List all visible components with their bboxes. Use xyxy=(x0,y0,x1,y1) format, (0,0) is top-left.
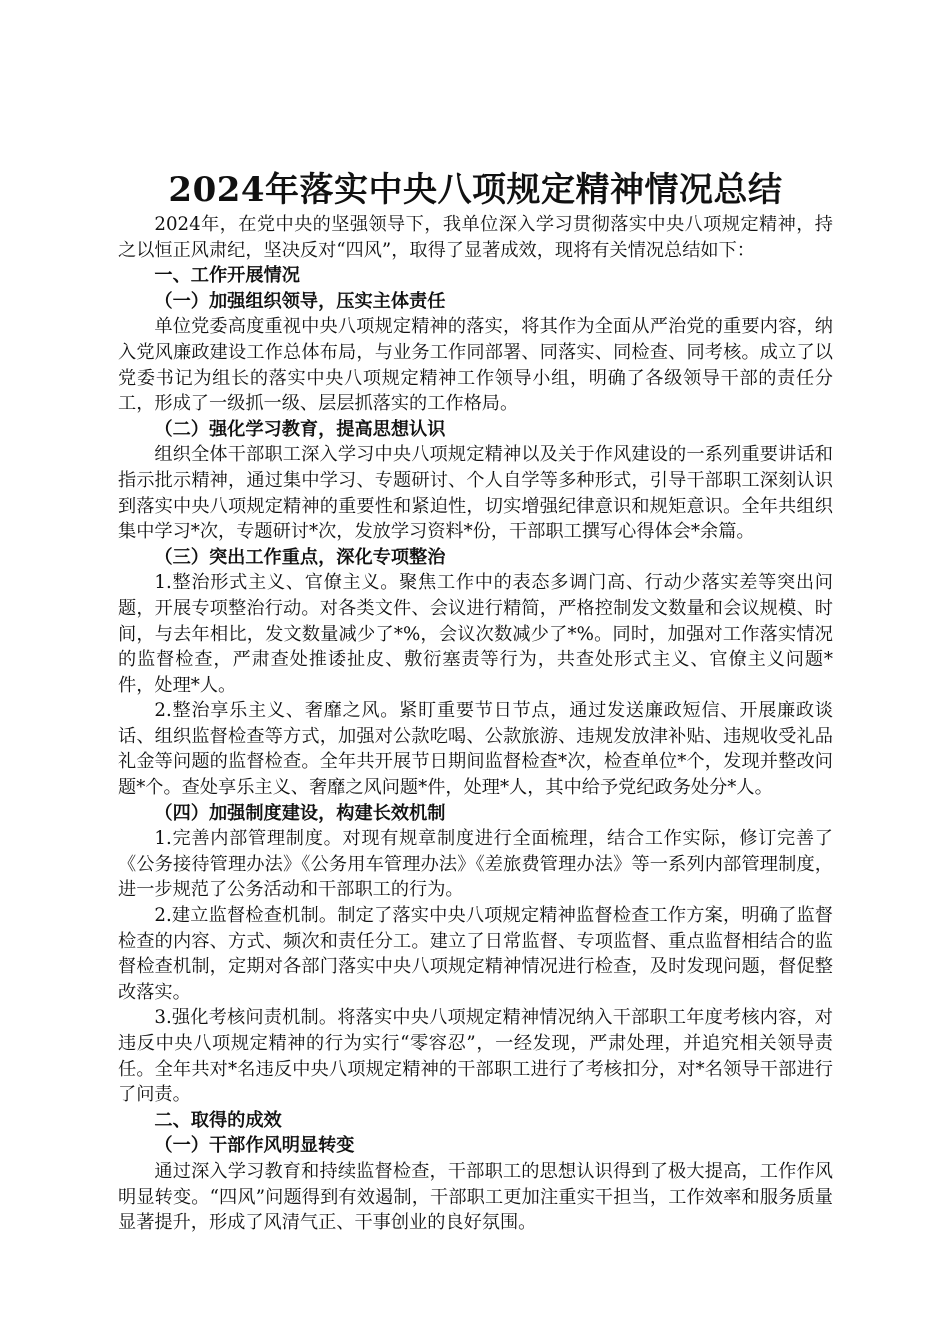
document-body xyxy=(118,212,833,1236)
section-heading: （三）突出工作重点，深化专项整治 xyxy=(154,546,446,568)
section-heading: （二）强化学习教育，提高思想认识 xyxy=(154,418,446,440)
paragraph: 2024年，在党中央的坚强领导下，我单位深入学习贯彻落实中央八项规定精神，持之以恒正风肃纪，坚决反对“四风”，取得了显著成效，现将有关情况总结如下： xyxy=(118,214,833,261)
paragraph: 3.强化考核问责机制。将落实中央八项规定精神情况纳入干部职工年度考核内容，对违反中央八项规定精神的行为实行“零容忍”，一经发现，严肃处理，并追究相关领导责任。全年共对*名违反中央八项规定精神的干部职工进行了考核扣分，对*名领导干部进行了问责。 xyxy=(118,1007,833,1106)
paragraph: 组织全体干部职工深入学习中央八项规定精神以及关于作风建设的一系列重要讲话和指示批示精神，通过集中学习、专题研讨、个人自学等多种形式，引导干部职工深刻认识到落实中央八项规定精神的重要性和紧迫性，切实增强纪律意识和规矩意识。全年共组织集中学习*次，专题研讨*次，发放学习资料*份，干部职工撰写心得体会*余篇。 xyxy=(118,444,833,543)
section-heading: 一、工作开展情况 xyxy=(154,265,300,287)
paragraph: 1.整治形式主义、官僚主义。聚焦工作中的表态多调门高、行动少落实差等突出问题，开展专项整治行动。对各类文件、会议进行精简，严格控制发文数量和会议规模、时间，与去年相比，发文数量减少了*%，会议次数减少了*%。同时，加强对工作落实情况的监督检查，严肃查处推诿扯皮、敷衍塞责等行为，共查处形式主义、官僚主义问题*件，处理*人。 xyxy=(118,572,833,696)
paragraph: 单位党委高度重视中央八项规定精神的落实，将其作为全面从严治党的重要内容，纳入党风廉政建设工作总体布局，与业务工作同部署、同落实、同检查、同考核。成立了以党委书记为组长的落实中央八项规定精神工作领导小组，明确了各级领导干部的责任分工，形成了一级抓一级、层层抓落实的工作格局。 xyxy=(118,316,833,415)
paragraph: 通过深入学习教育和持续监督检查，干部职工的思想认识得到了极大提高，工作作风明显转变。“四风”问题得到有效遏制，干部职工更加注重实干担当，工作效率和服务质量显著提升，形成了风清气正、干事创业的良好氛围。 xyxy=(118,1160,833,1234)
section-heading: 二、取得的成效 xyxy=(154,1109,282,1131)
section-heading: （一）干部作风明显转变 xyxy=(154,1135,355,1157)
document-title: 2024年落实中央八项规定精神情况总结 xyxy=(168,170,783,210)
document-page xyxy=(118,168,833,1236)
section-heading: （四）加强制度建设，构建长效机制 xyxy=(154,802,446,824)
paragraph: 2.建立监督检查机制。制定了落实中央八项规定精神监督检查工作方案，明确了监督检查的内容、方式、频次和责任分工。建立了日常监督、专项监督、重点监督相结合的监督检查机制，定期对各部门落实中央八项规定精神情况进行检查，及时发现问题，督促整改落实。 xyxy=(118,905,833,1003)
paragraph: 1.完善内部管理制度。对现有规章制度进行全面梳理，结合工作实际，修订完善了《公务接待管理办法》《公务用车管理办法》《差旅费管理办法》等一系列内部管理制度，进一步规范了公务活动和干部职工的行为。 xyxy=(118,828,833,901)
section-heading: （一）加强组织领导，压实主体责任 xyxy=(154,290,446,312)
paragraph: 2.整治享乐主义、奢靡之风。紧盯重要节日节点，通过发送廉政短信、开展廉政谈话、组织监督检查等方式，加强对公款吃喝、公款旅游、违规发放津补贴、违规收受礼品礼金等问题的监督检查。全年共开展节日期间监督检查*次，检查单位*个，发现并整改问题*个。查处享乐主义、奢靡之风问题*件，处理*人，其中给予党纪政务处分*人。 xyxy=(118,700,833,799)
